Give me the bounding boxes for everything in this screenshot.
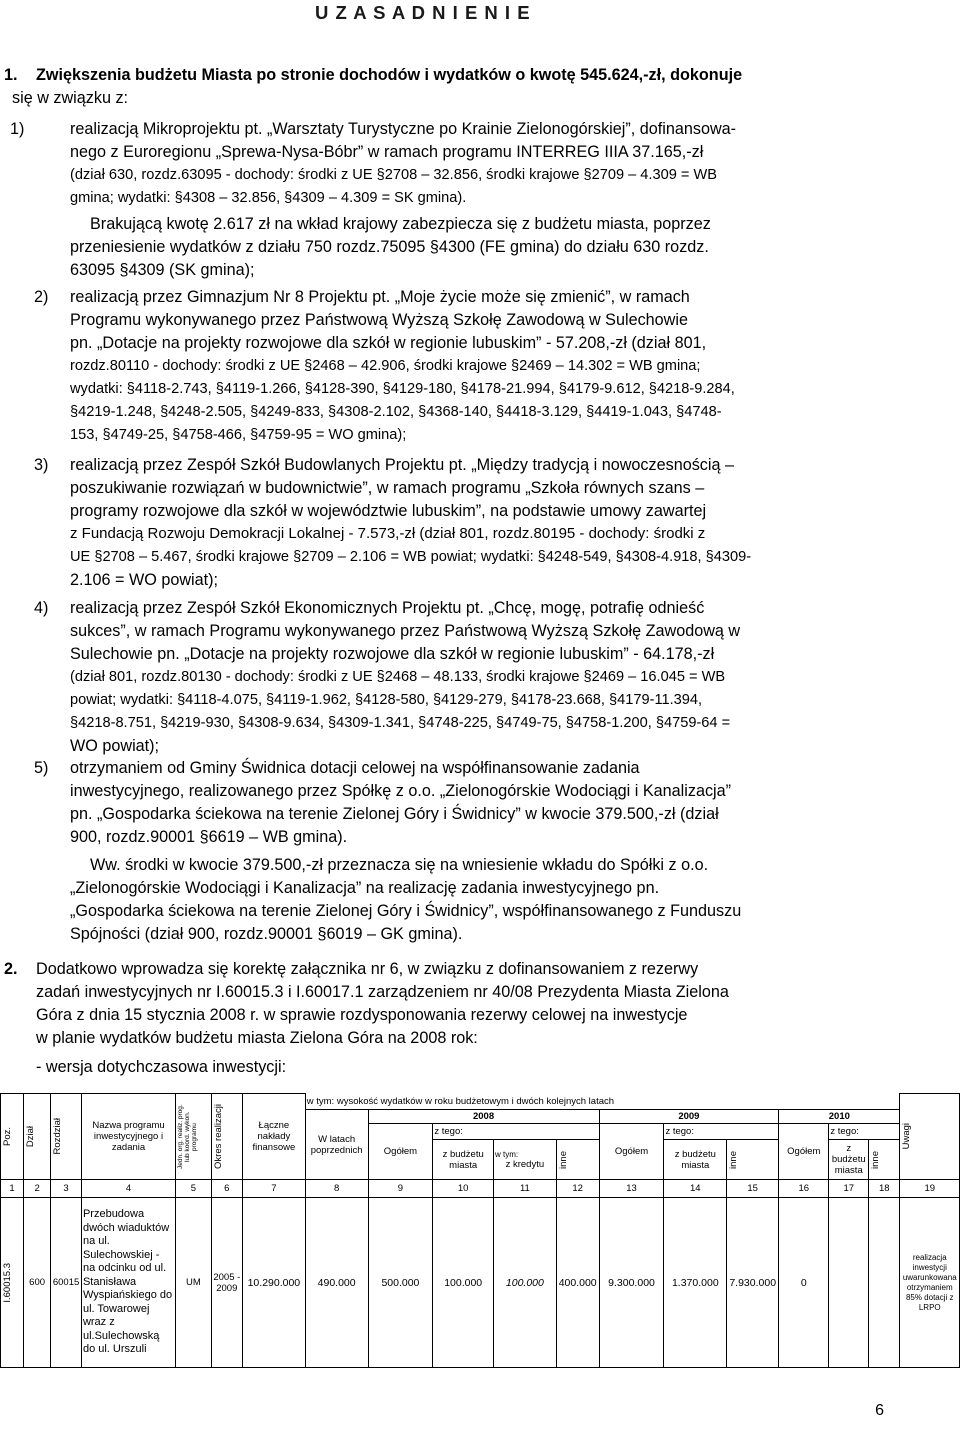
- item-3-line: realizacją przez Zespół Szkół Budowlanych Projektu pt. „Między tradycją i nowoczesnością –: [70, 456, 734, 474]
- item-3-line: z Fundacją Rozwoju Demokracji Lokalnej - 7.573,-zł (dział 801, rozdz.80195 - dochody: środki z: [70, 525, 706, 542]
- header-rozdzial: Rozdział: [51, 1094, 82, 1180]
- col-num: 3: [51, 1180, 82, 1198]
- item-1-line: gmina; wydatki: §4308 – 32.856, §4309 – 4.309 = SK gmina).: [70, 190, 467, 206]
- item-2-line: §4219-1.248, §4248-2.505, §4249-833, §4308-2.102, §4368-140, §4418-3.129, §4419-1.043, §4748-: [70, 404, 722, 420]
- item-4-line: WO powiat);: [70, 737, 160, 755]
- item-3-line: UE §2708 – 5.467, środki krajowe §2709 – 2.106 = WB powiat; wydatki: §4248-549, §4308-4.918, §4309-: [70, 549, 752, 565]
- section-1-line-1: Zwiększenia budżetu Miasta po stronie dochodów i wydatków o kwotę 545.624,-zł, dokonuje: [36, 66, 743, 84]
- header-wtym-top: w tym: wysokość wydatków w roku budżetowym i dwóch kolejnych latach: [305, 1094, 900, 1110]
- header-wtym-kredyt: w tym: z kredytu: [494, 1140, 557, 1180]
- item-1-line: Brakującą kwotę 2.617 zł na wkład krajowy zabezpiecza się z budżetu miasta, poprzez: [90, 215, 711, 233]
- column-numbers-row: [1, 1180, 960, 1198]
- row-wlatach: 490.000: [305, 1198, 368, 1368]
- item-5-line: otrzymaniem od Gminy Świdnica dotacji celowej na współfinansowanie zadania: [70, 759, 640, 777]
- row-rozdzial: 60015: [51, 1198, 82, 1368]
- col-num: 2: [24, 1180, 51, 1198]
- col-num: 15: [727, 1180, 779, 1198]
- col-num: 1: [1, 1180, 24, 1198]
- col-num: 6: [211, 1180, 242, 1198]
- row-zbudzetu-2010: [829, 1198, 869, 1368]
- header-uwagi: Uwagi: [900, 1094, 960, 1180]
- header-poz: Poz.: [1, 1094, 24, 1180]
- header-2010: 2010: [779, 1110, 900, 1124]
- row-uwagi: realizacja inwestycji uwarunkowana otrzymaniem 85% dotacji z LRPO: [900, 1198, 960, 1368]
- header-ogolem-2009: Ogółem: [599, 1124, 664, 1180]
- section-2-line: zadań inwestycyjnych nr I.60015.3 i I.60017.1 zarządzeniem nr 40/08 Prezydenta Miasta Zielona: [36, 983, 729, 1001]
- table-row: [1, 1198, 960, 1368]
- section-2-number: 2.: [4, 960, 18, 978]
- row-ogolem: 500.000: [368, 1198, 433, 1368]
- section-1-line-2: się w związku z:: [12, 89, 129, 107]
- item-3-line: 2.106 = WO powiat);: [70, 571, 219, 589]
- header-nazwa: Nazwa programu inwestycyjnego i zadania: [81, 1094, 175, 1180]
- col-num: 19: [900, 1180, 960, 1198]
- row-jedn: UM: [176, 1198, 212, 1368]
- item-4-number: 4): [34, 599, 49, 617]
- header-2008: 2008: [368, 1110, 599, 1124]
- item-1-number: 1): [10, 120, 25, 138]
- item-3-number: 3): [34, 456, 49, 474]
- header-ztego-2009: z tego:: [664, 1124, 779, 1140]
- header-2009: 2009: [599, 1110, 779, 1124]
- item-4-line: sukces”, w ramach Programu wykonywanego przez Państwową Wyższą Szkołę Zawodową w: [70, 622, 741, 640]
- item-2-line: rozdz.80110 - dochody: środki z UE §2468 – 42.906, środki krajowe §2469 – 14.302 = WB gmina;: [70, 358, 701, 374]
- col-num: 11: [494, 1180, 557, 1198]
- row-poz: I.60015.3: [1, 1198, 24, 1368]
- item-1-line: realizacją Mikroprojektu pt. „Warsztaty Turystyczne po Krainie Zielonogórskiej”, dofinansowa-: [70, 120, 737, 138]
- section-2-line: Góra z dnia 15 stycznia 2008 r. w sprawie rozdysponowania rezerwy celowej na inwestycje: [36, 1006, 688, 1024]
- item-4-line: Sulechowie pn. „Dotacje na projekty rozwojowe dla szkół w regionie lubuskim” - 64.178,-zł: [70, 645, 715, 663]
- col-num: 17: [829, 1180, 869, 1198]
- item-5-line: „Zielonogórskie Wodociągi i Kanalizacja” na realizację zadania inwestycyjnego pn.: [70, 879, 660, 897]
- header-inne-2010: inne: [869, 1140, 900, 1180]
- header-ztego-2010: z tego:: [829, 1124, 900, 1140]
- col-num: 4: [81, 1180, 175, 1198]
- item-2-line: pn. „Dotacje na projekty rozwojowe dla szkół w regionie lubuskim” - 57.208,-zł (dział 801,: [70, 334, 707, 352]
- col-num: 7: [243, 1180, 306, 1198]
- row-inne-2009: 7.930.000: [727, 1198, 779, 1368]
- header-ogolem: Ogółem: [368, 1124, 433, 1180]
- header-laczne: Łączne nakłady finansowe: [243, 1094, 306, 1180]
- col-num: 18: [869, 1180, 900, 1198]
- item-5-line: 900, rozdz.90001 §6619 – WB gmina).: [70, 828, 348, 846]
- header-jedn: Jedn. org. realiz. prog. lub koord. wykon. programu: [176, 1094, 212, 1180]
- item-4-line: (dział 801, rozdz.80130 - dochody: środki z UE §2468 – 48.133, środki krajowe §2469 – 16.045 = WB: [70, 669, 726, 685]
- row-ogolem-2010: 0: [779, 1198, 829, 1368]
- row-ogolem-2009: 9.300.000: [599, 1198, 664, 1368]
- header-ogolem-2010: Ogółem: [779, 1124, 829, 1180]
- row-inne-2010: [869, 1198, 900, 1368]
- section-2-line: w planie wydatków budżetu miasta Zielona Góra na 2008 rok:: [36, 1029, 478, 1047]
- section-2-line: Dodatkowo wprowadza się korektę załącznika nr 6, w związku z dofinansowaniem z rezerwy: [36, 960, 699, 978]
- item-2-line: Programu wykonywanego przez Państwową Wyższą Szkołę Zawodową w Sulechowie: [70, 311, 688, 329]
- col-num: 16: [779, 1180, 829, 1198]
- section-2-line: - wersja dotychczasowa inwestycji:: [36, 1058, 287, 1076]
- col-num: 14: [664, 1180, 727, 1198]
- item-3-line: programy rozwojowe dla szkół w województwie lubuskim”, na podstawie umowy zawartej: [70, 502, 707, 520]
- section-1-number: 1.: [4, 66, 18, 84]
- header-zbudzetu-2009: z budżetu miasta: [664, 1140, 727, 1180]
- investment-table: [0, 1093, 960, 1368]
- item-4-line: realizacją przez Zespół Szkół Ekonomicznych Projektu pt. „Chcę, mogę, potrafię odnieść: [70, 599, 705, 617]
- row-zkredytu: 100.000: [494, 1198, 557, 1368]
- row-inne: 400.000: [556, 1198, 599, 1368]
- item-5-line: Spójności (dział 900, rozdz.90001 §6019 – GK gmina).: [70, 925, 463, 943]
- item-1-line: przeniesienie wydatków z działu 750 rozdz.75095 §4300 (FE gmina) do działu 630 rozdz.: [70, 238, 709, 256]
- col-num: 8: [305, 1180, 368, 1198]
- row-nazwa: Przebudowa dwóch wiaduktów na ul. Sulechowskiej - na odcinku od ul. Stanisława Wyspiańskiego do ul. Towarowej wraz z ul.Sulechowską do ul. Urszuli: [81, 1198, 175, 1368]
- row-laczne: 10.290.000: [243, 1198, 306, 1368]
- item-5-line: inwestycyjnego, realizowanego przez Spółkę z o.o. „Zielonogórskie Wodociągi i Kanalizacja”: [70, 782, 732, 800]
- item-5-line: Ww. środki w kwocie 379.500,-zł przeznacza się na wniesienie wkładu do Spółki z o.o.: [90, 856, 709, 874]
- item-1-line: 63095 §4309 (SK gmina);: [70, 261, 255, 279]
- item-4-line: powiat; wydatki: §4118-4.075, §4119-1.962, §4128-580, §4129-279, §4178-23.668, §4179-11.394,: [70, 692, 703, 708]
- row-dzial: 600: [24, 1198, 51, 1368]
- header-okres: Okres realizacji: [211, 1094, 242, 1180]
- header-inne-2009: inne: [727, 1140, 779, 1180]
- page-heading: U Z A S A D N I E N I E: [315, 2, 531, 23]
- header-wlatach: W latach poprzednich: [305, 1110, 368, 1180]
- row-zbudzetu: 100.000: [433, 1198, 494, 1368]
- row-zbudzetu-2009: 1.370.000: [664, 1198, 727, 1368]
- item-5-line: pn. „Gospodarka ściekowa na terenie Zielonej Góry i Świdnicy” w kwocie 379.500,-zł (dział: [70, 805, 719, 823]
- item-5-number: 5): [34, 759, 49, 777]
- header-ztego: z tego:: [433, 1124, 599, 1140]
- header-inne: inne: [556, 1140, 599, 1180]
- header-zbudzetu: z budżetu miasta: [433, 1140, 494, 1180]
- col-num: 13: [599, 1180, 664, 1198]
- item-2-line: 153, §4749-25, §4758-466, §4759-95 = WO gmina);: [70, 427, 407, 443]
- item-1-line: (dział 630, rozdz.63095 - dochody: środki z UE §2708 – 32.856, środki krajowe §2709 – 4.309 = WB: [70, 167, 717, 183]
- item-2-number: 2): [34, 288, 49, 306]
- item-5-line: „Gospodarka ściekowa na terenie Zielonej Góry i Świdnicy”, współfinansowanego z Funduszu: [70, 902, 742, 920]
- item-2-line: wydatki: §4118-2.743, §4119-1.266, §4128-390, §4129-180, §4178-21.994, §4179-9.612, §4218-9.284,: [70, 381, 735, 397]
- col-num: 12: [556, 1180, 599, 1198]
- col-num: 10: [433, 1180, 494, 1198]
- header-zbudzetu-2010: z budżetu miasta: [829, 1140, 869, 1180]
- col-num: 5: [176, 1180, 212, 1198]
- item-1-line: nego z Euroregionu „Sprewa-Nysa-Bóbr” w ramach programu INTERREG IIIA 37.165,-zł: [70, 143, 704, 161]
- row-okres: 2005 - 2009: [211, 1198, 242, 1368]
- item-4-line: §4218-8.751, §4219-930, §4308-9.634, §4309-1.341, §4748-225, §4749-75, §4758-1.200, §4759-64 =: [70, 715, 731, 731]
- item-3-line: poszukiwanie rozwiązań w budownictwie”, w ramach programu „Szkoła równych szans –: [70, 479, 705, 497]
- header-dzial: Dział: [24, 1094, 51, 1180]
- item-2-line: realizacją przez Gimnazjum Nr 8 Projektu pt. „Moje życie może się zmienić”, w ramach: [70, 288, 690, 306]
- page-number: 6: [875, 1402, 884, 1419]
- col-num: 9: [368, 1180, 433, 1198]
